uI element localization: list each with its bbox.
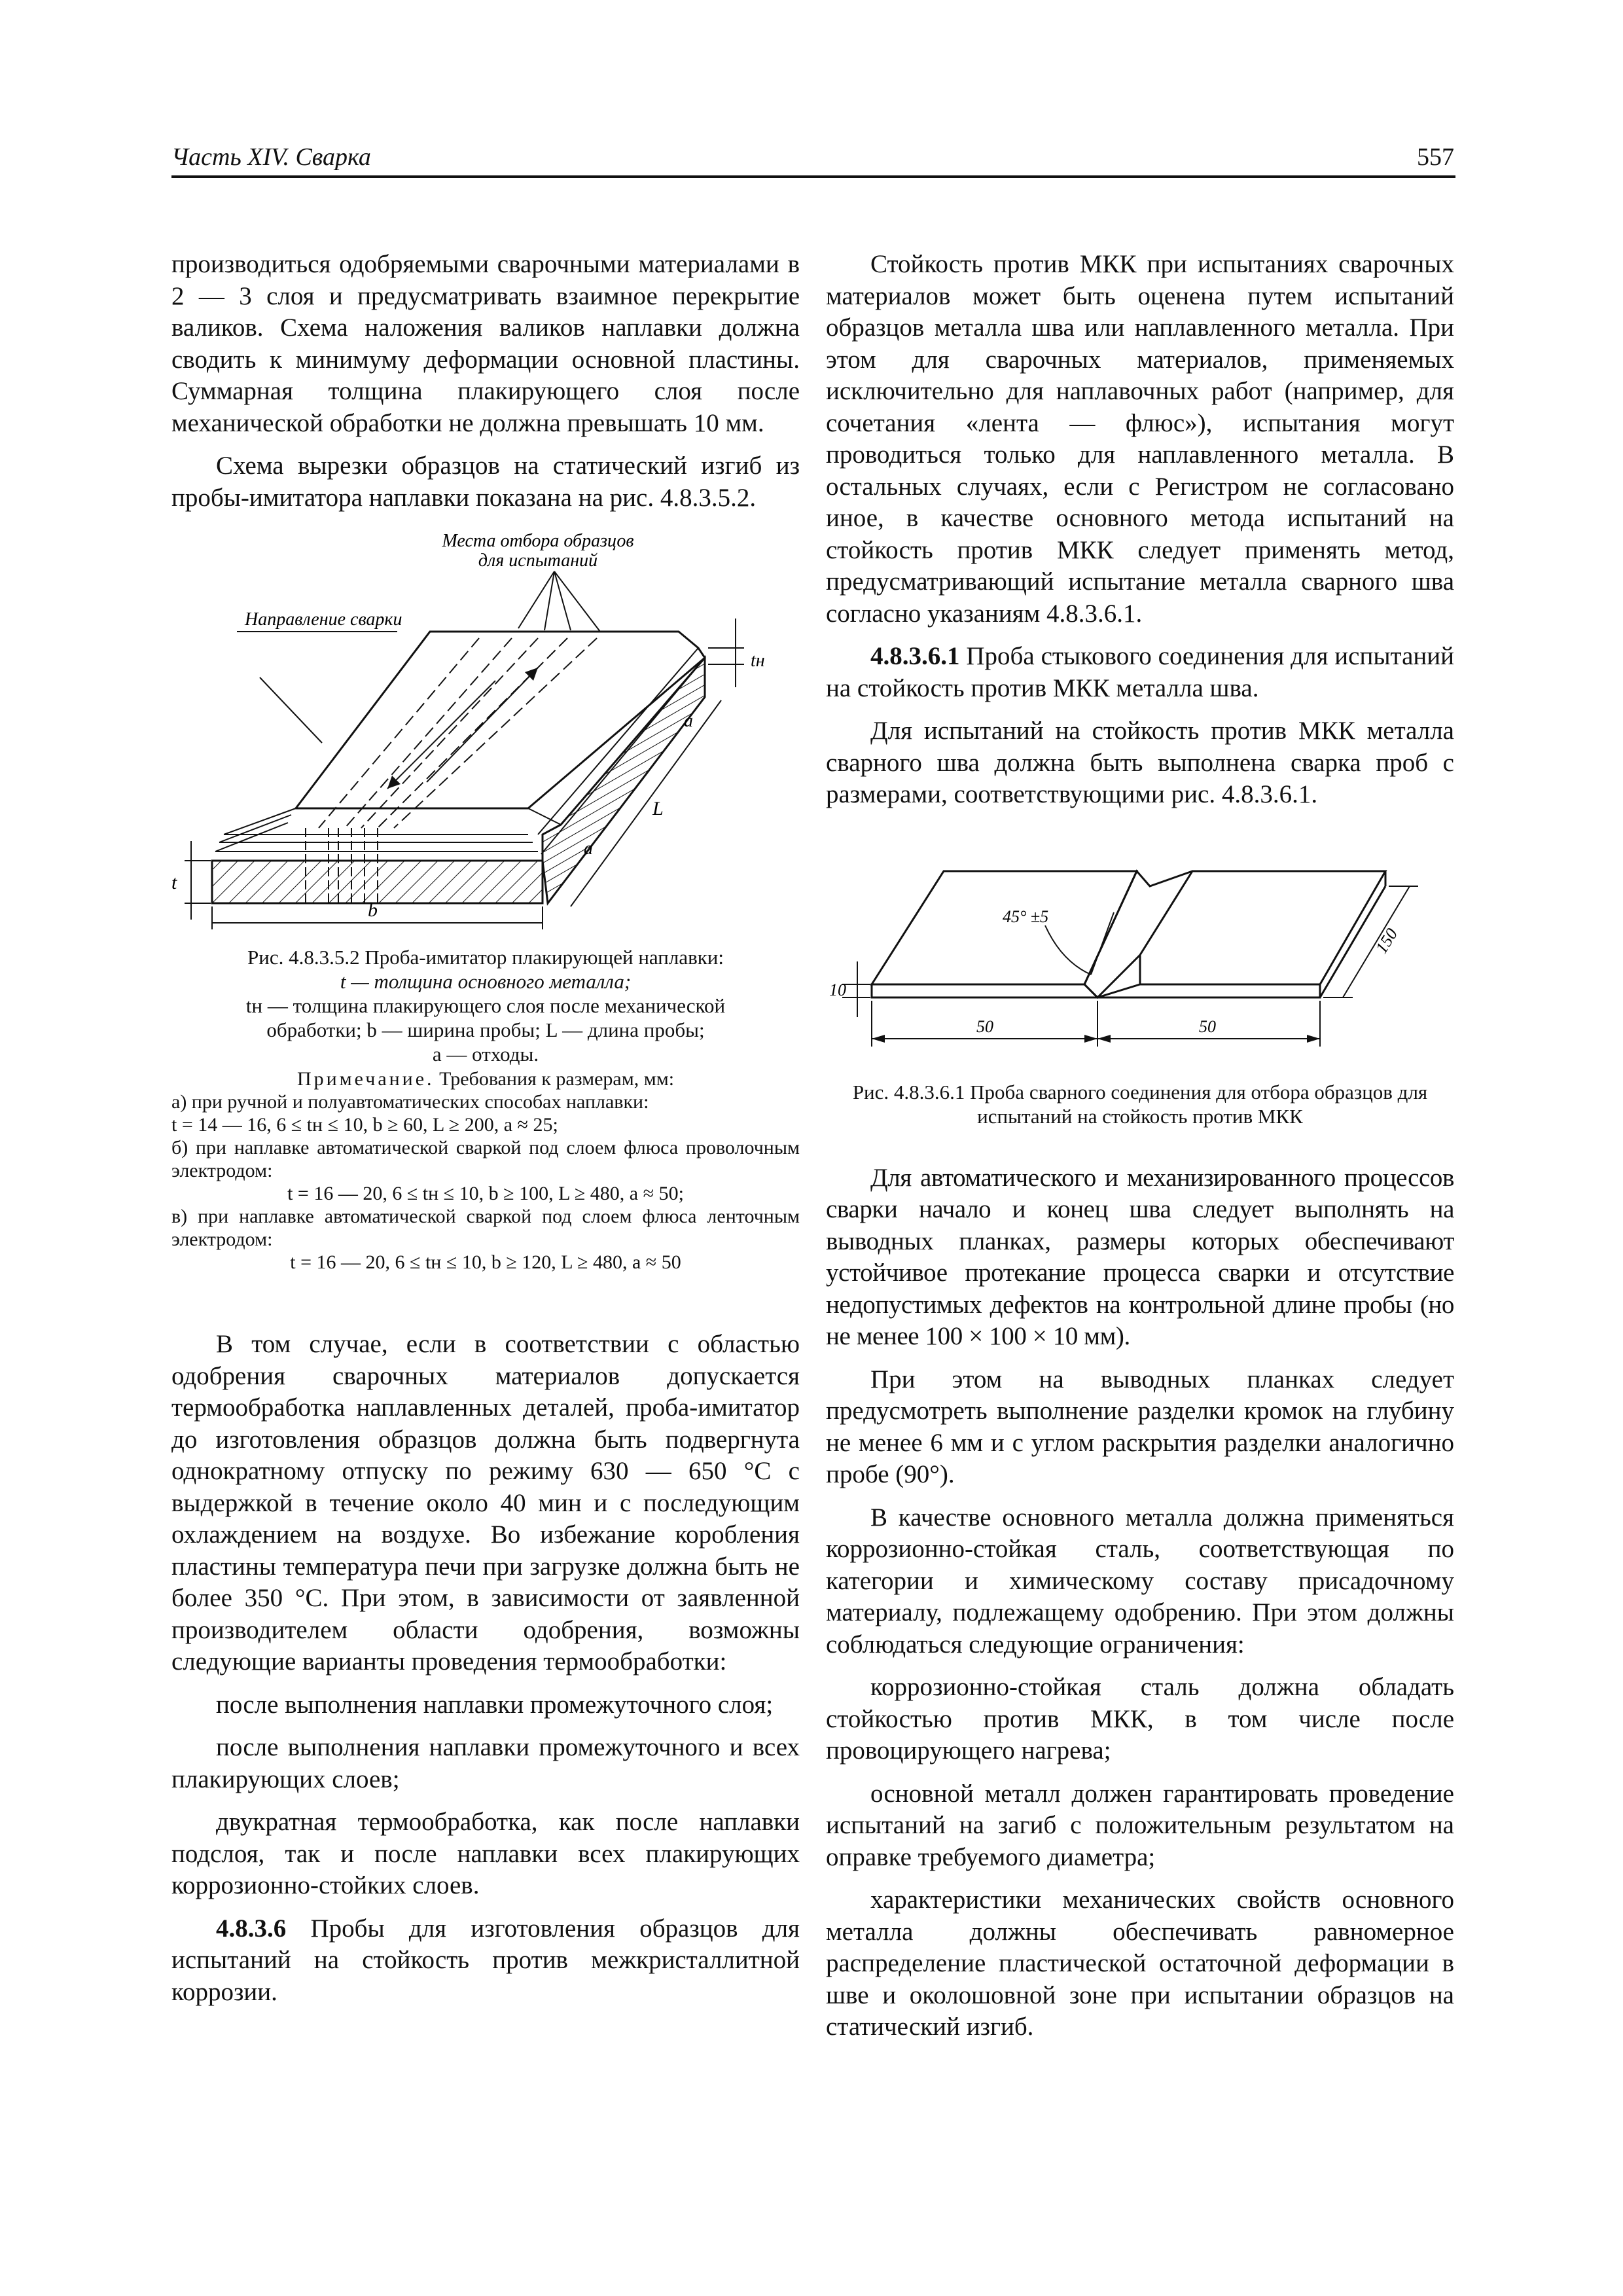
section-number: 4.8.3.6 — [216, 1914, 287, 1943]
figure-caption-line: Рис. 4.8.3.6.1 Проба сварного соединения для отбора образцов для — [852, 1080, 1428, 1103]
figure-butt-joint — [826, 850, 1454, 1128]
paragraph: производиться одобряемыми сварочными материалами в 2 — 3 слоя и предусматривать взаимное перекрытие валиков. Схема наложения валиков наплавки должна сводить к минимуму деформации основной пластины. Суммарная толщина плакирующего слоя после механической обработки не должна превышать 10 мм. — [171, 250, 800, 437]
dim-b: b — [368, 899, 378, 921]
dim-a-bottom: a — [584, 838, 593, 859]
left-column — [171, 249, 800, 2019]
list-item: двукратная термообработка, как после наплавки подслоя, так и после наплавки всех плакирующих коррозионно-стойких слоев. — [171, 1808, 800, 1899]
note-b-values: t = 16 — 20, 6 ≤ tн ≤ 10, b ≥ 100, L ≥ 480, a ≈ 50; — [287, 1183, 684, 1204]
paragraph: Стойкость против МКК при испытаниях сварочных материалов может быть оценена путем испытаний образцов металла шва или наплавленного металла. При этом для сварочных материалов, применяемых исключительно для наплавочных работ (например, для сочетания «лента — флюс»), испытания могут проводиться только для наплавленного металла. В остальных случаях, если с Регистром не согласовано иное, в качестве основного метода испытаний на стойкость против МКК следует применять метод, предусматривающий испытание металла сварного шва согласно указаниям 4.8.3.6.1. — [826, 250, 1454, 628]
dim-10: 10 — [829, 980, 846, 999]
running-title: Часть XIV. Сварка — [171, 143, 371, 171]
figure-caption-line: t — толщина основного металла; — [340, 970, 632, 993]
paragraph: В том случае, если в соответствии с областью одобрения сварочных материалов допускается термообработка наплавленных деталей, проба-имитатор до изготовления образцов должна быть подвергнута однократному отпуску по режиму 630 — 650 °С с выдержкой в течение около 40 мин и с последующим охлаждением на воздухе. Во избежание коробления пластины температура печи при загрузке должна быть не более 350 °С. При этом, в зависимости от заявленной производителем области одобрения, возможны следующие варианты проведения термообработки: — [171, 1330, 800, 1676]
page-number: 557 — [1417, 143, 1454, 171]
paragraph: Для испытаний на стойкость против МКК металла сварного шва должна быть выполнена сварка проб с размерами, соответствующими рис. 4.8.3.6.1. — [826, 717, 1454, 808]
list-item: основной металл должен гарантировать проведение испытаний на загиб с положительным результатом на оправке требуемого диаметра; — [826, 1779, 1454, 1871]
angle-label: 45° ±5 — [1003, 906, 1049, 926]
cladding-sample-drawing — [171, 527, 800, 933]
section-text: Проба стыкового соединения для испытаний на стойкость против МКК металла шва. — [826, 642, 1454, 702]
label-places-2: для испытаний — [478, 550, 598, 571]
label-direction: Направление сварки — [245, 609, 402, 630]
dim-150: 150 — [1372, 924, 1402, 957]
dim-L: L — [652, 798, 664, 819]
right-column — [826, 249, 1454, 2054]
header-rule — [171, 175, 1455, 178]
note-a-values: t = 14 — 16, 6 ≤ tн ≤ 10, b ≥ 60, L ≥ 200, a ≈ 25; — [171, 1114, 558, 1136]
list-item: после выполнения наплавки промежуточного и всех плакирующих слоев; — [171, 1733, 800, 1793]
label-places: Места отбора образцов — [442, 531, 634, 551]
section-text: Пробы для изготовления образцов для испытаний на стойкость против межкристаллитной коррозии. — [171, 1914, 800, 2006]
figure-note — [171, 1067, 800, 1274]
note-intro: Требования к размерам, мм: — [439, 1068, 675, 1090]
figure-cladding-sample — [171, 527, 800, 1274]
paragraph: В качестве основного металла должна применяться коррозионно-стойкая сталь, соответствующая по категории и химическому составу присадочному материалу, подлежащему одобрению. При этом должны соблюдаться следующие ограничения: — [826, 1503, 1454, 1659]
note-c: в) при наплавке автоматической сваркой под слоем флюса ленточным электродом: — [171, 1206, 800, 1250]
note-c-values: t = 16 — 20, 6 ≤ tн ≤ 10, b ≥ 120, L ≥ 480, a ≈ 50 — [290, 1251, 681, 1273]
figure-caption-line: испытаний на стойкость против МКК — [977, 1104, 1303, 1128]
section-paragraph — [826, 641, 1454, 704]
figure-caption-line: Рис. 4.8.3.5.2 Проба-имитатор плакирующей наплавки: — [247, 946, 724, 969]
section-number: 4.8.3.6.1 — [870, 642, 960, 670]
figure-caption-line: tн — толщина плакирующего слоя после механической — [245, 994, 726, 1017]
figure-caption-line: a — отходы. — [432, 1043, 539, 1066]
paragraph: Схема вырезки образцов на статический изгиб из пробы-имитатора наплавки показана на рис. 4.8.3.5.2. — [171, 452, 800, 512]
note-title: Примечание. — [296, 1068, 435, 1090]
paragraph: При этом на выводных планках следует предусмотреть выполнение разделки кромок на глубину не менее 6 мм и с углом раскрытия разделки аналогично пробе (90°). — [826, 1365, 1454, 1488]
list-item: после выполнения наплавки промежуточного слоя; — [216, 1690, 774, 1719]
dim-50-left: 50 — [976, 1016, 993, 1036]
list-item: коррозионно-стойкая сталь должна обладать стойкостью против МКК, в том числе после провоцирующего нагрева; — [826, 1673, 1454, 1765]
dim-tn: tн — [751, 651, 765, 671]
dim-50-right: 50 — [1199, 1016, 1216, 1036]
note-a: а) при ручной и полуавтоматических способах наплавки: — [171, 1091, 649, 1113]
list-item: характеристики механических свойств основного металла должны обеспечивать равномерное распределение пластической остаточной деформации в шве и околошовной зоне при испытании образцов на статический изгиб. — [826, 1886, 1454, 2041]
paragraph: Для автоматического и механизированного процессов сварки начало и конец шва следует выполнять на выводных планках, размеры которых обеспечивают устойчивое протекание процесса сварки и отсутствие недопустимых дефектов на контрольной длине пробы (но не менее 100 × 100 × 10 мм). — [826, 1163, 1454, 1350]
figure-caption-line: обработки; b — ширина пробы; L — длина пробы; — [266, 1018, 705, 1041]
note-b: б) при наплавке автоматической сваркой под слоем флюса проволочным электродом: — [171, 1137, 800, 1181]
dim-a-top: a — [684, 711, 693, 731]
butt-joint-drawing — [826, 850, 1454, 1073]
section-paragraph — [171, 1913, 800, 2009]
dim-t: t — [171, 872, 177, 893]
